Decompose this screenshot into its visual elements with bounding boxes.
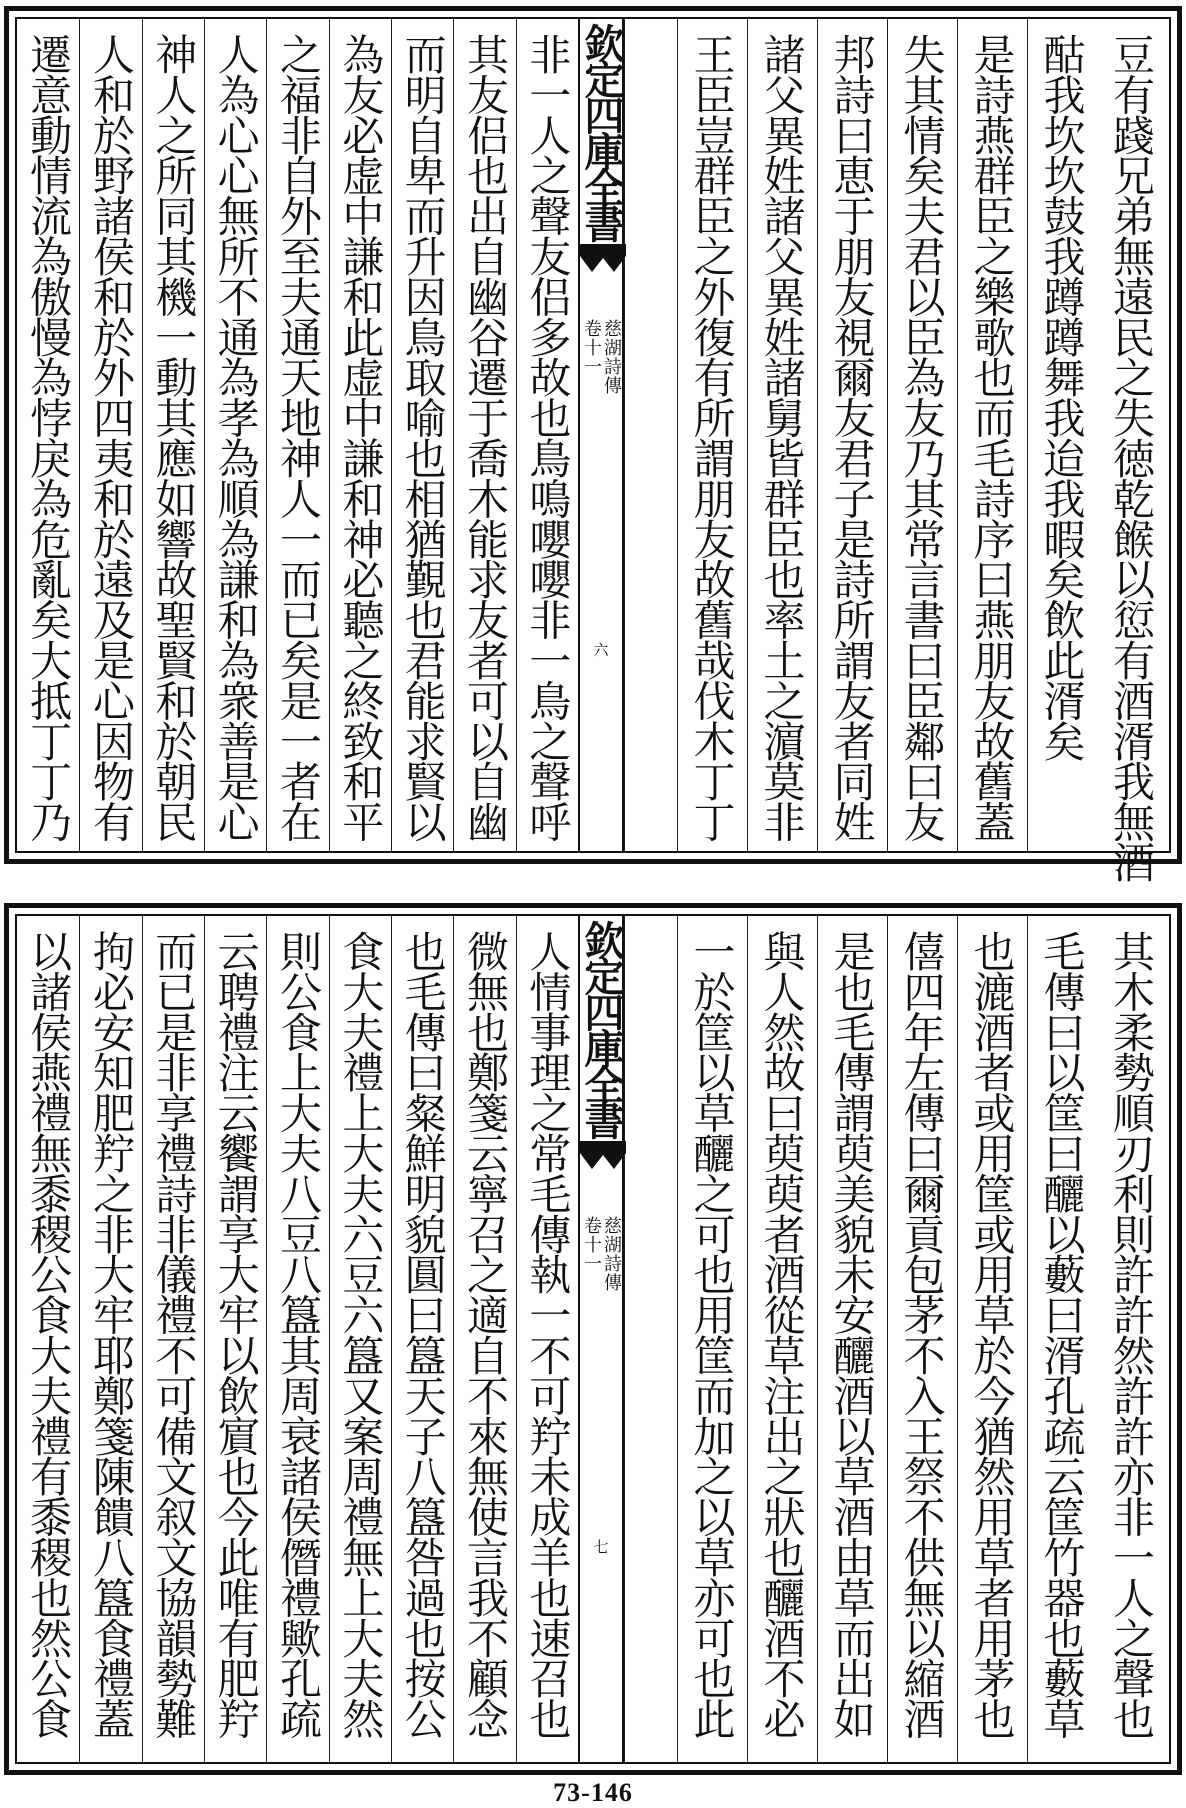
- column: [266, 916, 328, 1762]
- column: [516, 916, 578, 1762]
- column-text: 酤我坎坎鼓我蹲蹲舞我迨我暇矣飲此湑矣: [1037, 33, 1087, 761]
- column: [887, 916, 955, 1762]
- center-volume: 卷十一: [581, 1216, 602, 1273]
- column: [391, 916, 453, 1762]
- column-text: 王臣豈群臣之外復有所謂朋友故舊哉伐木丁丁: [687, 33, 737, 842]
- column: [1097, 19, 1165, 882]
- fishtail-ornament: [580, 1141, 626, 1211]
- column: [957, 19, 1025, 851]
- column: [817, 916, 885, 1762]
- column-text: 為友必虚中謙和此虚中謙和神必聽之終致和平: [336, 33, 386, 842]
- fishtail-ornament: [580, 244, 626, 314]
- column-text: 之福非自外至夫通天地神人一而已矣是一者在: [273, 33, 323, 842]
- column-text: 食大夫禮上大夫六豆六簋又案周禮無上大夫然: [336, 930, 386, 1739]
- column-text: 人和於野諸侯和於外四夷和於遠及是心因物有: [86, 33, 136, 842]
- column: [747, 916, 815, 1762]
- page-bottom: [4, 903, 1182, 1775]
- column-text: 人情事理之常毛傳執一不可羜未成羊也速召也: [523, 930, 573, 1739]
- column: [677, 916, 745, 1762]
- center-leaf-number: 六: [593, 641, 609, 659]
- column: [142, 916, 204, 1762]
- column-text: 則公食上大夫八豆八簋其周衰諸侯僭禮歟孔疏: [273, 930, 323, 1739]
- column: [747, 19, 815, 851]
- column-text: 邦詩曰恵于朋友視爾友君子是詩所謂友者同姓: [827, 33, 877, 842]
- center-subtitle: [580, 319, 622, 395]
- column-text: 而已是非享禮詩非儀禮不可備文叙文協韻勢難: [149, 930, 199, 1739]
- column: [1097, 916, 1165, 1762]
- column: [204, 19, 266, 851]
- center-book: 慈湖詩傳: [601, 1216, 622, 1292]
- column-text: 僖四年左傳曰爾貢包茅不入王祭不供無以縮酒: [897, 930, 947, 1739]
- page-top-frame: [15, 17, 1171, 882]
- page-number: 73-146: [553, 1778, 633, 1807]
- column-text: 其友侣也出自幽谷遷于喬木能求友者可以自幽: [460, 33, 510, 842]
- column: [817, 19, 885, 851]
- column-text: 神人之所同其機一動其應如響故聖賢和於朝民: [149, 33, 199, 842]
- column: [17, 19, 79, 851]
- center-book: 慈湖詩傳: [601, 319, 622, 395]
- column-text: 非一人之聲友侣多故也鳥鳴嚶嚶非一鳥之聲呼: [523, 33, 573, 842]
- column: [329, 916, 391, 1762]
- column-text: 其木柔勢順刃利則許許然許許亦非一人之聲也: [1107, 930, 1156, 1739]
- column: [1027, 916, 1095, 1762]
- column-text: 微無也鄭箋云寧召之適自不來無使言我不顧念: [460, 930, 510, 1739]
- column-text: 是詩燕群臣之樂歌也而毛詩序曰燕朋友故舊蓋: [967, 33, 1017, 842]
- column: [17, 916, 79, 1762]
- column: [516, 19, 578, 851]
- center-title: [578, 19, 625, 246]
- center-volume: 卷十一: [581, 319, 602, 376]
- column-text: 失其情矣夫君以臣為友乃其常言書曰臣鄰曰友: [897, 33, 947, 842]
- page-top: [4, 6, 1182, 882]
- column-text: 以諸侯燕禮無黍稷公食大夫禮有黍稷也然公食: [24, 930, 74, 1739]
- column: [1027, 19, 1095, 851]
- column-text: 人為心心無所不通為孝為順為謙和為衆善是心: [211, 33, 261, 842]
- column-text: 也漉酒者或用筐或用草於今猶然用草者用茅也: [967, 930, 1017, 1739]
- column-text: 是也毛傳謂萸美貌未安釃酒以草酒由草而出如: [827, 930, 877, 1739]
- center-title-text: 欽定四庫全書: [578, 920, 625, 1136]
- center-leaf-number: 七: [593, 1538, 609, 1556]
- page-bottom-frame: [15, 914, 1171, 1764]
- column-text: 而明自卑而升因鳥取喻也相猶覲也君能求賢以: [398, 33, 448, 842]
- column-text: 豆有踐兄弟無遠民之失徳乾餱以愆有酒湑我無酒: [1107, 33, 1156, 882]
- column: [677, 19, 745, 851]
- center-fold: [578, 19, 624, 851]
- column-text: 毛傳曰以筐曰釃以藪曰湑孔疏云筐竹器也藪草: [1037, 930, 1087, 1739]
- column: [266, 19, 328, 851]
- center-fold: [578, 916, 624, 1762]
- column: [79, 19, 141, 851]
- column: [453, 19, 515, 851]
- column: [329, 19, 391, 851]
- column-text: 遷意動情流為傲慢為悖戾為危亂矣大抵丁丁乃: [24, 33, 74, 842]
- column: [453, 916, 515, 1762]
- column-text: 一於筐以草釃之可也用筐而加之以草亦可也此: [687, 930, 737, 1739]
- column-text: 拘必安知肥羜之非大牢耶鄭箋陳饋八簋食禮蓋: [86, 930, 136, 1739]
- column-text: 與人然故曰萸萸者酒從草注出之狀也釃酒不必: [757, 930, 807, 1739]
- column: [79, 916, 141, 1762]
- column: [204, 916, 266, 1762]
- column-text: 云聘禮注云饗謂享大牢以飲賔也今此唯有肥羜: [211, 930, 261, 1739]
- center-title: [578, 916, 625, 1143]
- column-text: 也毛傳曰粲鮮明貌圓曰簋天子八簋咎過也按公: [398, 930, 448, 1739]
- column: [887, 19, 955, 851]
- column-text: 諸父異姓諸父異姓諸舅皆群臣也率土之濵莫非: [757, 33, 807, 842]
- column: [391, 19, 453, 851]
- column-spacer: [624, 916, 677, 1762]
- center-title-text: 欽定四庫全書: [578, 23, 625, 239]
- column: [142, 19, 204, 851]
- column: [957, 916, 1025, 1762]
- center-subtitle: [580, 1216, 622, 1292]
- column-spacer: [624, 19, 677, 851]
